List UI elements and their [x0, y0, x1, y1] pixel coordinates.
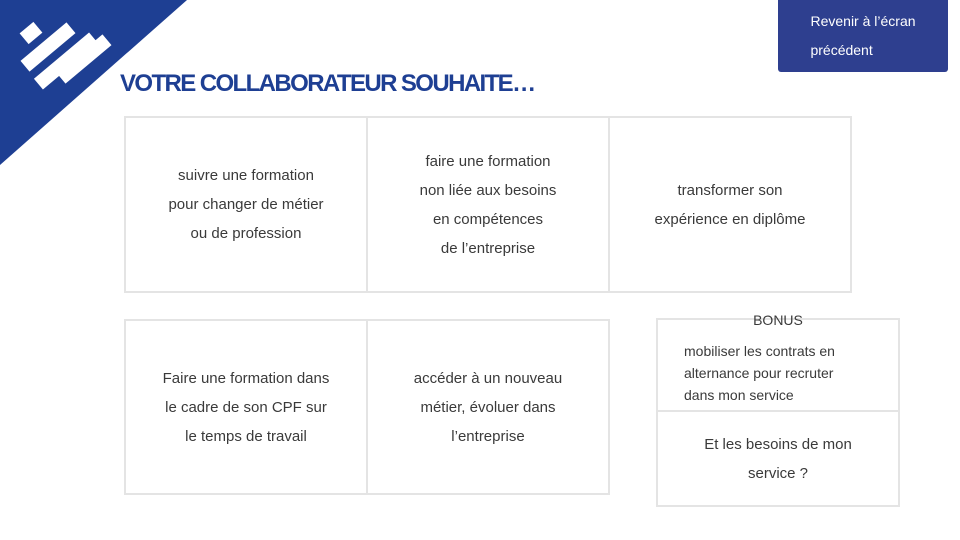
page-title: VOTRE COLLABORATEUR SOUHAITE… [120, 70, 535, 97]
card-formation-non-liee-text: faire une formation non liée aux besoins en compétences de l’entreprise [419, 152, 557, 257]
card-besoins-service [656, 410, 900, 507]
back-button[interactable] [778, 0, 948, 72]
bonus-label: BONUS [753, 312, 803, 328]
card-cpf-text: Faire une formation dans le cadre de son CPF sur le temps de travail [162, 369, 330, 445]
card-diplome-text: transformer son expérience en diplôme [654, 181, 806, 228]
card-formation-changer-text: suivre une formation pour changer de métier ou de profession [168, 167, 324, 242]
card-besoins-service-text: Et les besoins de mon service ? [704, 435, 852, 482]
card-nouveau-metier [366, 319, 610, 495]
bonus-text: mobiliser les contrats en alternance pour recruter dans mon service [684, 343, 835, 403]
card-diplome [608, 116, 852, 293]
card-nouveau-metier-text: accéder à un nouveau métier, évoluer dans l’entreprise [413, 369, 563, 445]
card-cpf [124, 319, 368, 495]
card-formation-changer [124, 116, 368, 293]
back-button-label: Revenir à l’écran précédent [810, 13, 916, 58]
card-formation-non-liee [366, 116, 610, 293]
